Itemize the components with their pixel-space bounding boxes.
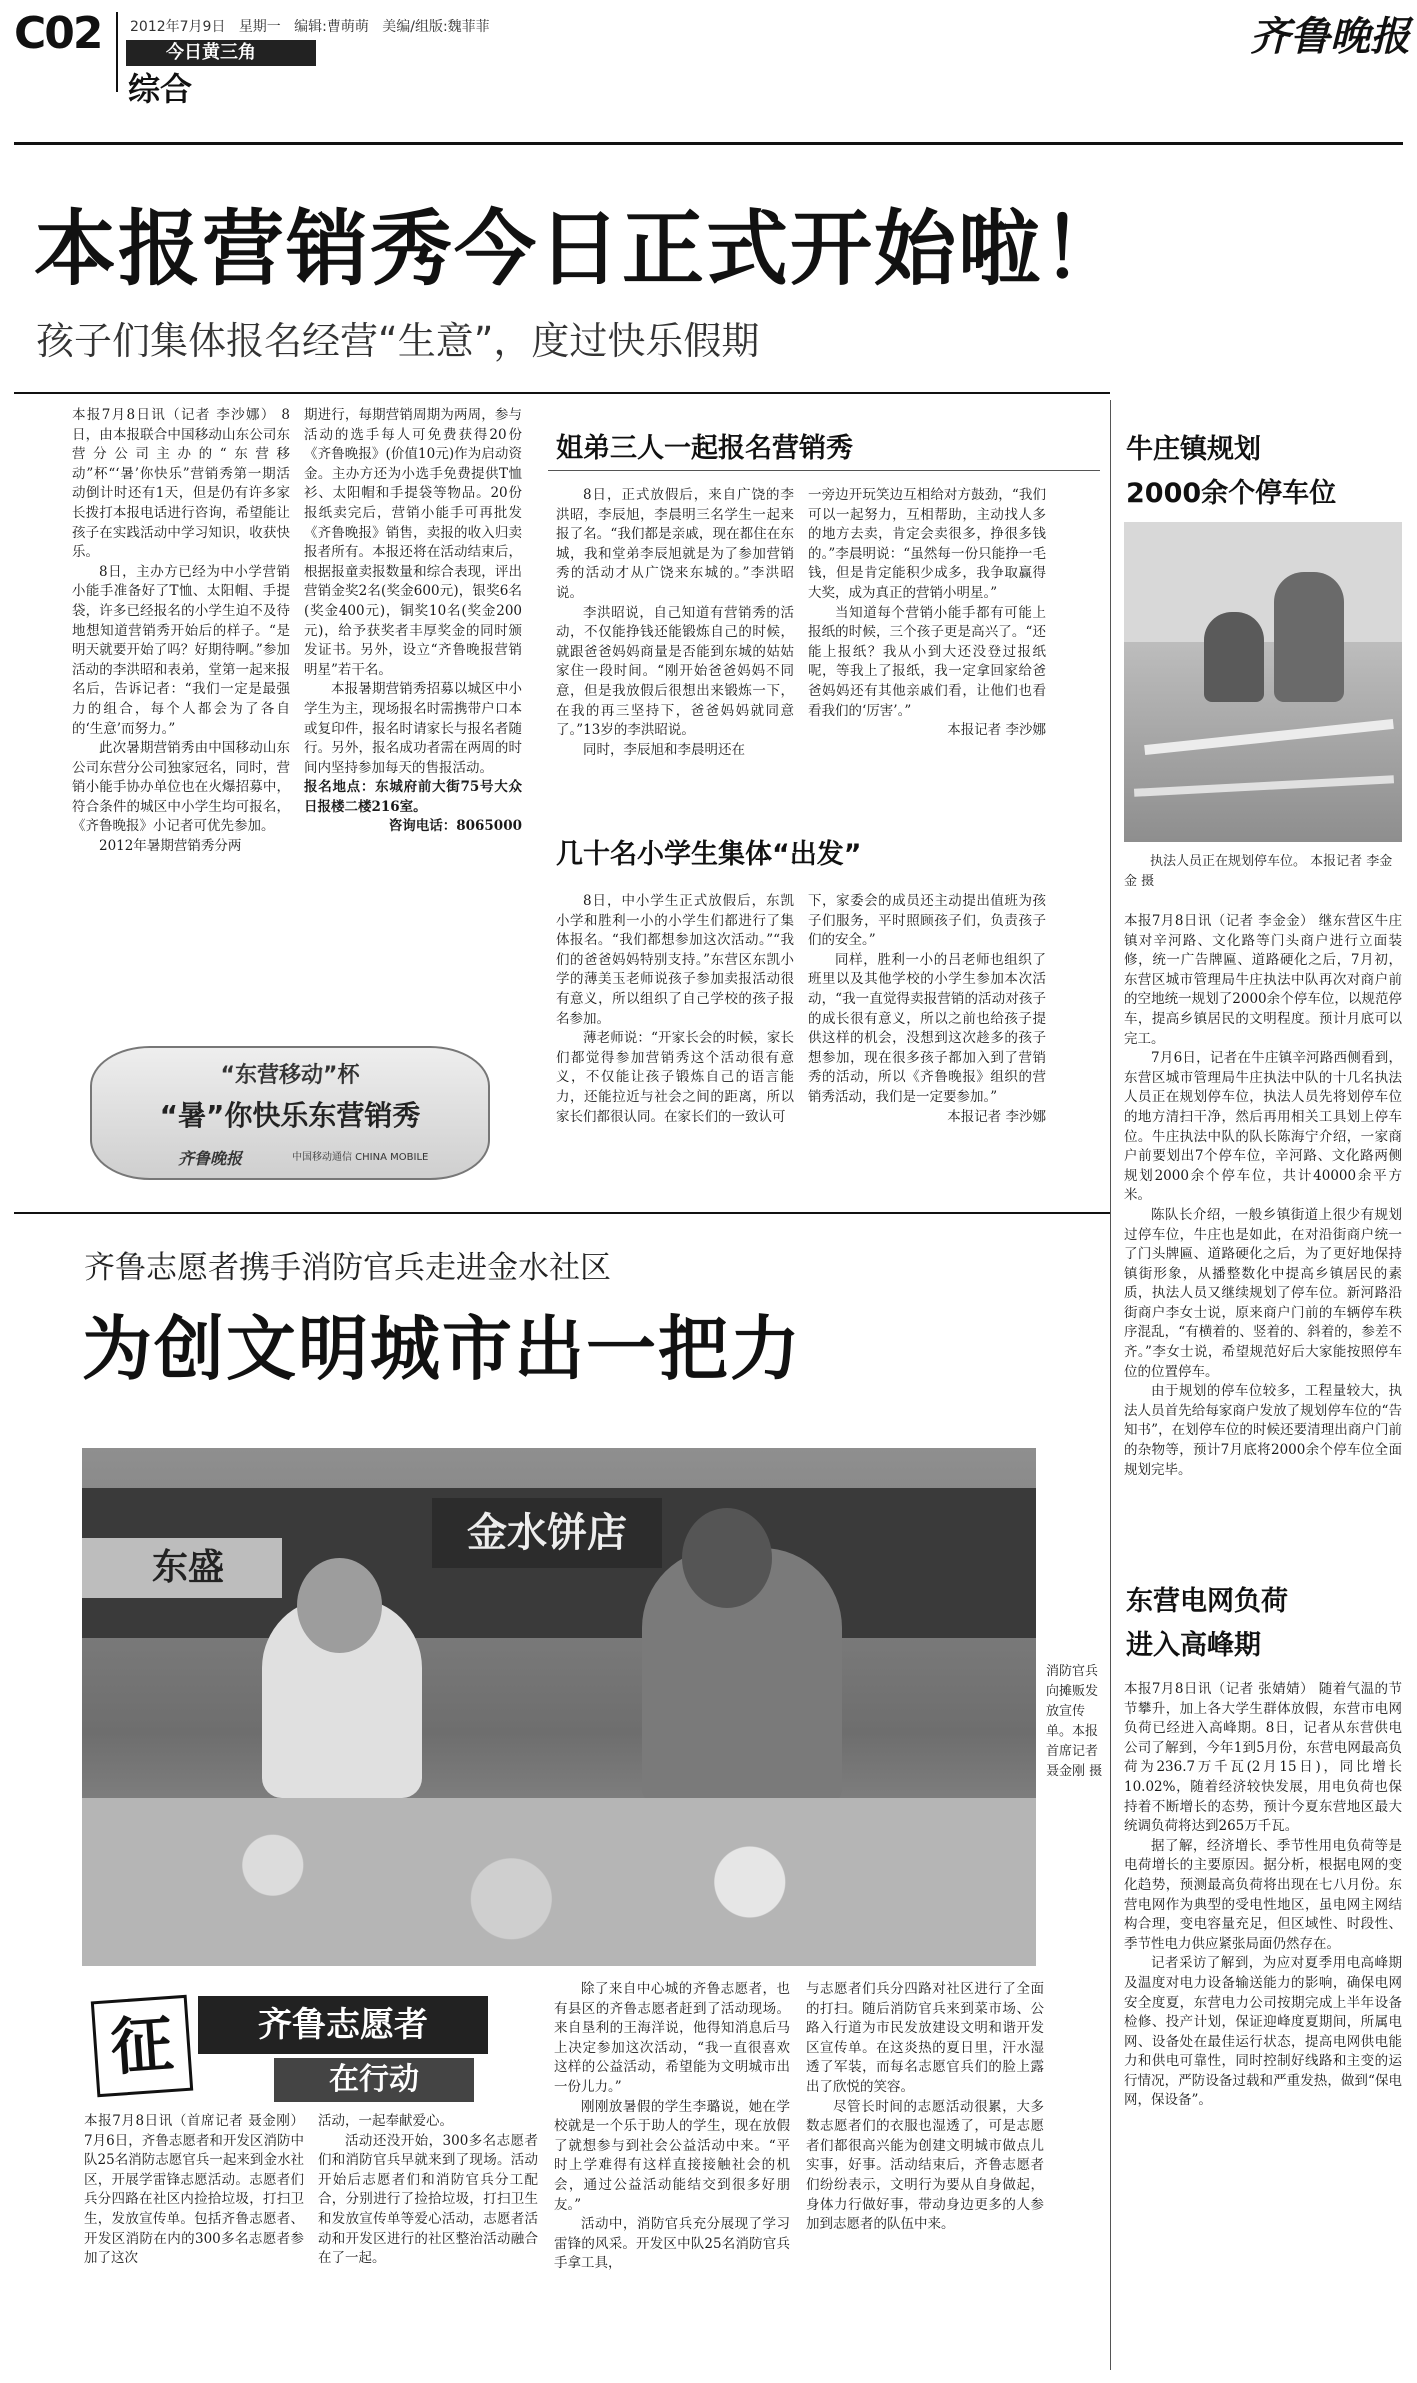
volunteer-badge [84,1986,494,2106]
hotline: 咨询电话：8065000 [388,818,522,835]
volunteer-col2 [318,2112,538,2367]
volunteer-photo [82,1448,1036,1966]
section-tag: 今日黄三角 [126,40,316,66]
volunteer-paragraph: 活动中，消防官兵充分展现了学习雷锋的风采。开发区中队25名消防官兵手拿工具， [554,2216,790,2272]
lead-headline: 本报营销秀今日正式开始啦！ [34,202,1127,297]
lead-paragraph: 本报7月8日讯（记者 李沙娜） 8日，由本报联合中国移动山东公司东营分公司主办的“东营移动”杯“‘暑’你快乐”营销秀第一期活动倒计时还有1天，但是仍有许多家长拨打本报电话进行咨询，希望能让孩子在实践活动中学习知识，收获快乐。 [72,407,290,561]
lead-paragraph: 2012年暑期营销秀分两 [99,838,242,855]
siblings-paragraph: 一旁边开玩笑边互相给对方鼓劲，“我们可以一起努力，互相帮助，主动找人多的地方去卖，肯定会卖很多，挣很多钱的。”李晨明说：“虽然每一份只能挣一毛钱，但是肯定能积少成多，我争取赢得大奖，成为真正的营销小明星。” [808,487,1046,601]
campaign-logo [90,1046,490,1180]
volunteer-paragraph: 活动还没开始，300多名志愿者们和消防官兵早就来到了现场。活动开始后志愿者们和消防官兵分工配合，分别进行了捡拾垃圾，打扫卫生和发放宣传单等爱心活动，志愿者活动和开发区进行的社区整治活动融合在了一起。 [318,2132,538,2267]
sidebar2-paragraph: 据了解，经济增长、季节性用电负荷等是电荷增长的主要原因。据分析，根据电网的变化趋势，预测最高负荷将出现在七八月份。东营电网作为典型的受电性地区，虽电网主网结构合理，变电容量充足，但区域性、时段性、季节性电力供应紧张局面仍然存在。 [1124,1837,1402,1952]
volunteer-kicker: 齐鲁志愿者携手消防官兵走进金水社区 [84,1250,611,1286]
pupils-paragraph: 薄老师说：“开家长会的时候，家长们都觉得参加营销秀这个活动很有意义，不仅能让孩子锻炼自己的语言能力，还能拉近与社会之间的距离，所以家长们都很认同。在家长们的一致认可 [556,1030,794,1125]
masthead-logo: 齐鲁晚报 [1250,13,1410,60]
volunteer-paragraph: 尽管长时间的志愿活动很累，大多数志愿者们的衣服也湿透了，可是志愿者们都很高兴能为创建文明城市做点儿实事，好事。活动结束后，齐鲁志愿者们纷纷表示，文明行为要从自身做起，身体力行做好事，带动身边更多的人参加到志愿者的队伍中来。 [806,2098,1044,2233]
volunteer-headline: 为创文明城市出一把力 [82,1308,802,1390]
campaign-logo-brand: 齐鲁晚报 [178,1149,243,1168]
volunteer-paragraph: 刚刚放暑假的学生李璐说，她在学校就是一个乐于助人的学生，现在放假了就想参与到社会公益活动中来。“平时上学难得有这样直接接触社会的机会，通过公益活动能结交到很多好朋友。” [554,2098,790,2213]
shop-sign: 东盛 [82,1538,282,1598]
pupils-paragraph: 同样，胜利一小的吕老师也组织了班里以及其他学校的小学生参加本次活动，“我一直觉得卖报营销的活动对孩子的成长很有意义，所以之前也给孩子提供这样的机会，没想到这次趁多的孩子想参加，现在很多孩子都加入到了营销秀的活动，所以《齐鲁晚报》组织的营销秀活动，我们是一定要参加。” [808,951,1046,1105]
lead-paragraph: 此次暑期营销秀由中国移动山东公司东营分公司独家冠名，同时，营销小能手协办单位也在火爆招募中，符合条件的城区中小学生均可报名，《齐鲁晚报》小记者可优先参加。 [72,740,290,835]
sidebar2-title [1126,1580,1288,1668]
pupils-title: 几十名小学生集体“出发” [556,839,862,870]
header-meta [130,16,490,36]
sidebar1-paragraph: 7月6日，记者在牛庄镇辛河路西侧看到，东营区城市管理局牛庄执法中队的十几名执法人员正在规划停车位，执法人员先将划停车位的地方清扫干净，然后再用相关工具划上停车位。牛庄执法中队的队长陈海宁介绍，一家商户前要划出7个停车位，辛河路、文化路两侧规划2000余个停车位，共计40000余平方米。 [1124,1050,1402,1204]
shop-sign: 金水饼店 [432,1498,662,1568]
sidebar1-body [1124,912,1402,1552]
sidebar2-paragraph: 记者采访了解到，为应对夏季用电高峰期及温度对电力设备输送能力的影响，确保电网安全度夏，东营电力公司按期完成上半年设备检修、投产计划，保证迎峰度夏期间，所属电网、设备处在最佳运行状态，提高电网供电能力和供电可靠性，同时控制好线路和主变的运行情况，严防设备过载和严重发热，做到“保电网，保设备”。 [1124,1955,1402,2109]
sidebar1-title-line2: 2000余个停车位 [1126,478,1337,509]
header-rule [14,142,1403,145]
editor-credit: 编辑:曹萌萌 [294,19,369,35]
siblings-colA [556,486,794,816]
page-number: C02 [14,8,102,59]
section-name: 综合 [128,70,193,108]
siblings-paragraph: 当知道每个营销小能手都有可能上报纸的时候，三个孩子更是高兴了。“还能上报纸？我从小到大还没登过报纸呢，等我上了报纸，我一定拿回家给爸爸妈妈还有其他亲戚们看，让他们也看看我们的‘厉害’。” [808,604,1046,719]
sidebar1-paragraph: 本报7月8日讯（记者 李金金） 继东营区牛庄镇对辛河路、文化路等门头商户进行立面装修，统一广告牌匾、道路硬化之后，7月初，东营区城市管理局牛庄执法中队再次对商户前的空地统一规划了2000余个停车位，以规范停车，提高乡镇居民的文明程度。预计月底可以完工。 [1124,913,1402,1047]
campaign-logo-partner: 中国移动通信 CHINA MOBILE [292,1152,429,1163]
byline: 本报记者 李沙娜 [947,722,1046,739]
volunteer-paragraph: 除了来自中心城的齐鲁志愿者，也有县区的齐鲁志愿者赶到了活动现场。来自垦利的王海洋说，他得知消息后马上决定参加这次活动，“我一直很喜欢这样的公益活动，希望能为文明城市出一份儿力。” [554,1981,790,2095]
sidebar2-title-line2: 进入高峰期 [1126,1630,1261,1661]
lead-col1 [72,406,290,1001]
sidebar1-paragraph: 由于规划的停车位较多，工程量较大，执法人员首先给每家商户发放了规划停车位的“告知书”，在划停车位的时候还要清理出商户门前的杂物等，预计7月底将2000余个停车位全面规划完毕。 [1124,1383,1402,1478]
byline: 本报记者 李沙娜 [947,1108,1046,1125]
siblings-paragraph: 8日，正式放假后，来自广饶的李洪昭，李辰旭，李晨明三名学生一起来报了名。“我们都是亲戚，现在都住在东城，我和堂弟李辰旭就是为了参加营销秀的活动才从广饶来东城的。”李洪昭说。 [556,487,794,601]
siblings-paragraph: 李洪昭说，自己知道有营销秀的活动，不仅能挣钱还能锻炼自己的时候，就跟爸爸妈妈商量是否能到东城的姑姑家住一段时间。“刚开始爸爸妈妈不同意，但是我放假后很想出来锻炼一下，在我的再三坚持下，爸爸妈妈就同意了。”13岁的李洪昭说。 [556,604,794,739]
sidebar2-title-line1: 东营电网负荷 [1126,1586,1288,1617]
volunteer-col4 [806,1980,1044,2370]
siblings-divider [548,470,1100,471]
volunteer-paragraph: 本报7月8日讯（首席记者 聂金刚） 7月6日，齐鲁志愿者和开发区消防中队25名消防志愿官兵一起来到金水社区，开展学雷锋志愿活动。志愿者们兵分四路在社区内捡拾垃圾，打扫卫生，发放宣传单。包括齐鲁志愿者、开发区消防在内的300多名志愿者参加了这次 [84,2113,304,2267]
header-divider-vertical [116,12,118,92]
volunteer-col1 [84,2112,304,2367]
parking-photo-caption: 执法人员正在规划停车位。 本报记者 李金金 摄 [1124,854,1393,889]
pupils-paragraph: 8日，中小学生正式放假后，东凯小学和胜利一小的小学生们都进行了集体报名。“我们都想参加这次活动。”“我们的爸爸妈妈特别支持。”东营区东凯小学的薄美玉老师说孩子参加卖报活动很有意义，所以组织了自己学校的孩子报名参加。 [556,893,794,1027]
badge-line2: 在行动 [274,2058,474,2102]
designer-credit: 美编/组版:魏菲菲 [382,19,490,35]
siblings-title: 姐弟三人一起报名营销秀 [556,433,853,464]
issue-weekday: 星期一 [238,19,281,35]
badge-char: 征 [91,1995,193,2097]
lead-col2 [304,406,522,1018]
signup-address: 报名地点：东城府前大街75号大众日报楼二楼216室。 [304,779,522,815]
lead-divider [14,392,1110,394]
siblings-colB [808,486,1046,818]
campaign-logo-line2: “暑”你快乐东营销秀 [159,1099,421,1132]
volunteer-col3 [554,1980,790,2370]
siblings-paragraph: 同时，李辰旭和李晨明还在 [583,741,745,758]
pupils-paragraph: 下，家委会的成员还主动提出值班为孩子们服务，平时照顾孩子们，负责孩子们的安全。” [808,893,1046,949]
sidebar-divider [1110,400,1111,2370]
volunteer-paragraph: 与志愿者们兵分四路对社区进行了全面的打扫。随后消防官兵来到菜市场、公路入行道为市民发放建设文明和谐开发区宣传单。在这炎热的夏日里，汗水湿透了军装，而每名志愿官兵们的脸上露出了欣悦的笑容。 [806,1981,1044,2095]
sidebar1-title [1126,428,1336,516]
lead-paragraph: 本报暑期营销秀招募以城区中小学生为主，现场报名时需携带户口本或复印件，报名时请家长与报名者随行。另外，报名成功者需在两周的时间内坚持参加每天的售报活动。 [304,681,522,776]
pupils-colA [556,892,794,1182]
parking-photo [1124,522,1402,842]
sidebar2-body [1124,1680,1402,2370]
issue-date: 2012年7月9日 [130,19,226,35]
sidebar1-title-line1: 牛庄镇规划 [1126,434,1261,465]
sidebar1-paragraph: 陈队长介绍，一般乡镇街道上很少有规划过停车位，牛庄也是如此，在对沿街商户统一了门头牌匾、道路硬化之后，为了更好地保持镇街形象，从播整数化中提高乡镇居民的素质，执法人员又继续规划了停车位。新河路沿街商户李女士说，原来商户门前的车辆停车秩序混乱，“有横着的、竖着的、斜着的，参差不齐。”李女士说，希望规范好后大家能按照停车位的位置停车。 [1124,1206,1402,1380]
pupils-colB [808,892,1046,1184]
lead-paragraph: 期进行，每期营销周期为两周，参与活动的选手每人可免费获得20份《齐鲁晚报》(价值10元)作为启动资金。主办方还为小选手免费提供T恤衫、太阳帽和手提袋等物品。20份报纸卖完后，营销小能手可再批发《齐鲁晚报》销售，卖报的收入归卖报者所有。本报还将在活动结束后，根据报童卖报数量和综合表现，评出营销金奖2名(奖金600元)，银奖6名(奖金400元)，铜奖10名(奖金200元)，给予获奖者丰厚奖金的同时颁发证书。另外，设立“齐鲁晚报营销明星”若干名。 [304,407,522,678]
badge-line1: 齐鲁志愿者 [258,2005,428,2045]
volunteer-paragraph: 活动，一起奉献爱心。 [318,2113,453,2129]
volunteer-divider [14,1212,1110,1214]
campaign-logo-line1: “东营移动”杯 [220,1063,360,1088]
volunteer-photo-caption: 消防官兵向摊贩发放宣传单。本报首席记者 聂金刚 摄 [1046,1664,1103,1779]
sidebar2-paragraph: 本报7月8日讯（记者 张婧婧） 随着气温的节节攀升，加上各大学生群体放假，东营市电网负荷已经进入高峰期。8日，记者从东营供电公司了解到，今年1到5月份，东营电网最高负荷为236.7万千瓦(2月15日)，同比增长10.02%，随着经济较快发展，用电负荷也保持着不断增长的态势，预计今夏东营地区最大统调负荷将达到265万千瓦。 [1124,1681,1402,1835]
lead-subhead: 孩子们集体报名经营“生意”，度过快乐假期 [36,319,760,363]
lead-paragraph: 8日，主办方已经为中小学营销小能手准备好了T恤、太阳帽、手提袋，许多已经报名的小学生迫不及待地想知道营销秀开始后的样子。“是明天就要开始了吗？好期待啊。”参加活动的李洪昭和表弟，堂第一起来报名后，告诉记者：“我们一定是最强力的组合，每个人都会为了各自的‘生意’而努力。” [72,563,290,737]
